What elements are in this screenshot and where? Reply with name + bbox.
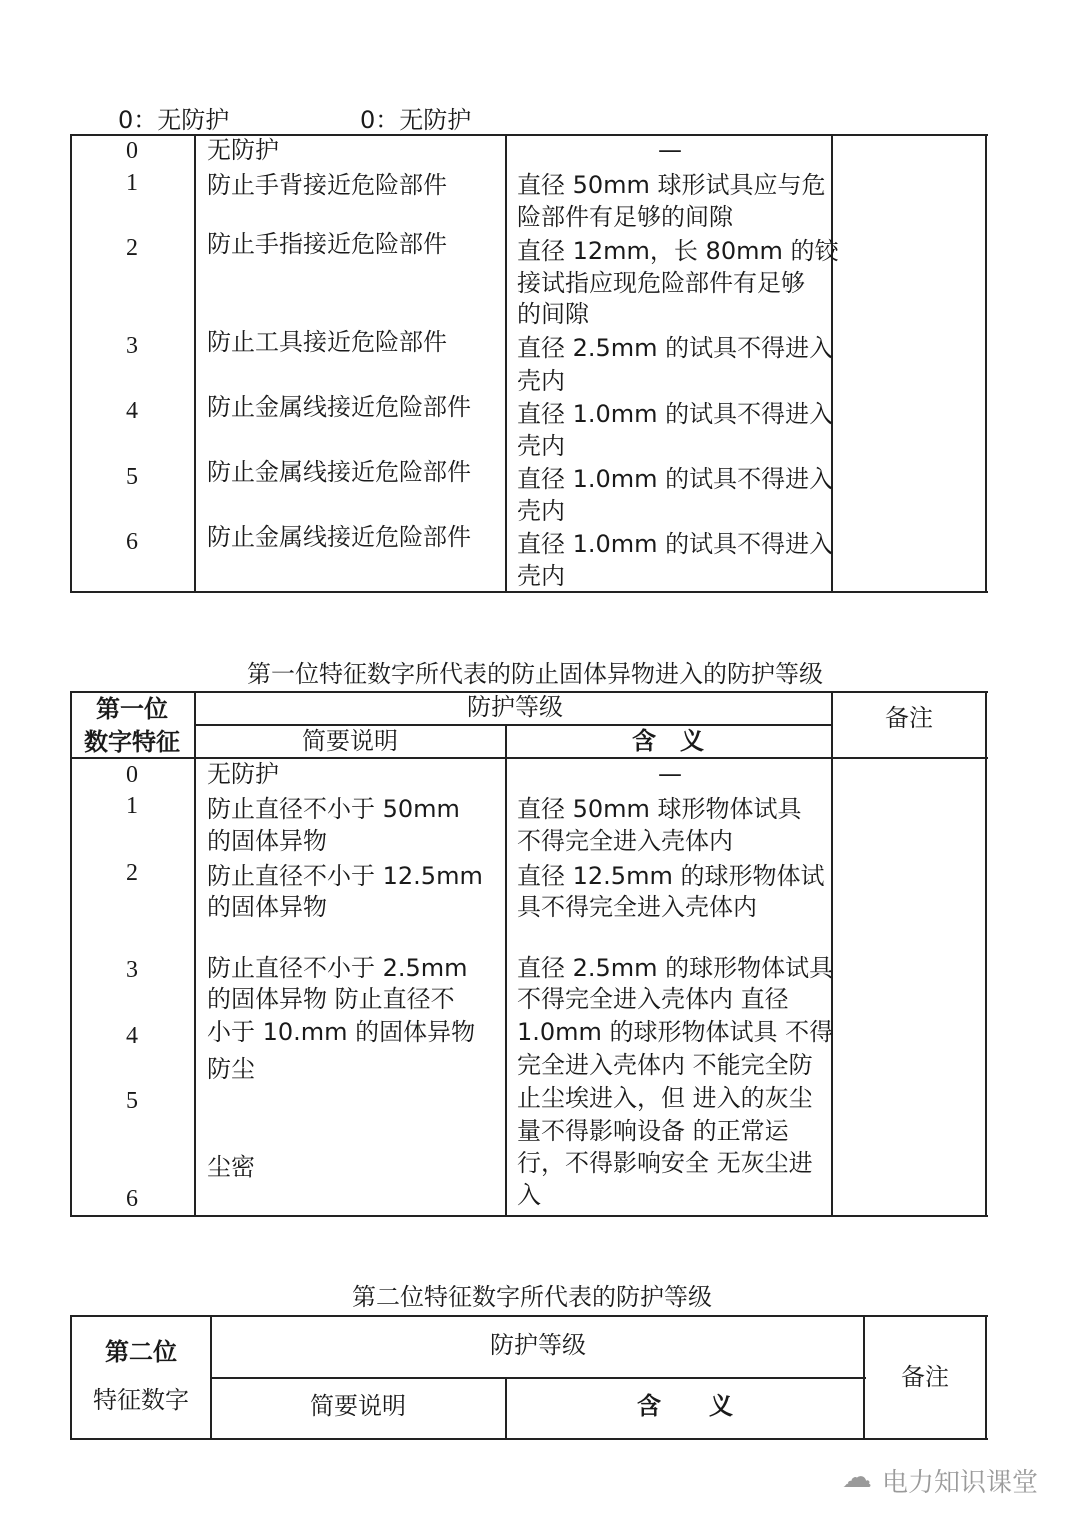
meaning-line: 直径 12mm，长 80mm 的铰 — [517, 237, 839, 265]
meaning-line: 壳内 — [517, 562, 565, 590]
meaning-line: 险部件有足够的间隙 — [517, 203, 733, 231]
meaning-line: 直径 50mm 球形物体试具 — [517, 795, 802, 823]
column-header: 简要说明 — [310, 1392, 406, 1420]
meaning-line: 直径 1.0mm 的试具不得进入 — [517, 400, 834, 428]
level-number: 2 — [126, 860, 138, 886]
column-header: 含 义 — [632, 727, 704, 755]
meaning-line: 具不得完全进入壳体内 — [517, 893, 757, 921]
brief-description: 防止金属线接近危险部件 — [207, 458, 471, 486]
brief-description: 防止直径不小于 50mm — [207, 795, 460, 823]
level-number: 0 — [126, 762, 138, 788]
level-number: 5 — [126, 464, 138, 490]
table-rule — [70, 1215, 988, 1217]
column-header: 备注 — [885, 704, 933, 732]
meaning-line: 直径 2.5mm 的球形物体试具 — [517, 954, 834, 982]
table-rule — [70, 591, 988, 593]
table-rule — [194, 134, 196, 593]
meaning-line: 直径 50mm 球形试具应与危 — [517, 171, 826, 199]
table-rule — [70, 1315, 72, 1440]
table-rule — [70, 757, 988, 759]
meaning-line: 不得完全进入壳体内 直径 — [517, 985, 789, 1013]
meaning-line: 壳内 — [517, 432, 565, 460]
table-rule — [831, 134, 833, 593]
table-rule — [210, 1315, 212, 1440]
column-header: 含 义 — [637, 1392, 733, 1420]
level-number: 6 — [126, 1186, 138, 1212]
meaning-line: 直径 1.0mm 的试具不得进入 — [517, 530, 834, 558]
table-rule — [70, 1315, 988, 1317]
meaning-line: 壳内 — [517, 497, 565, 525]
brief-description: 防止金属线接近危险部件 — [207, 523, 471, 551]
column-header: 特征数字 — [93, 1386, 189, 1414]
watermark-text: 电力知识课堂 — [882, 1468, 1039, 1498]
table-rule — [70, 134, 72, 593]
level-number: 3 — [126, 957, 138, 983]
meaning-line: 直径 12.5mm 的球形物体试 — [517, 862, 825, 890]
brief-description: 防止直径不小于 2.5mm — [207, 954, 468, 982]
meaning-line: 完全进入壳体内 不能完全防 — [517, 1051, 813, 1079]
level-number: 2 — [126, 235, 138, 261]
top-label: 0：无防护 — [360, 106, 472, 134]
table-rule — [985, 134, 987, 593]
brief-description: 的固体异物 防止直径不 — [207, 985, 455, 1013]
meaning-line: 直径 1.0mm 的试具不得进入 — [517, 465, 834, 493]
brief-description: 防止直径不小于 12.5mm — [207, 862, 483, 890]
brief-description: 的固体异物 — [207, 827, 327, 855]
brief-description: 防尘 — [207, 1055, 255, 1083]
level-number: 0 — [126, 138, 138, 164]
meaning-line: — — [658, 136, 682, 164]
meaning-line: 壳内 — [517, 367, 565, 395]
brief-description: 无防护 — [207, 136, 279, 164]
table-rule — [985, 691, 987, 1217]
level-number: 3 — [126, 333, 138, 359]
column-header: 简要说明 — [302, 727, 398, 755]
brief-description: 尘密 — [207, 1153, 255, 1181]
table-title: 第一位特征数字所代表的防止固体异物进入的防护等级 — [247, 660, 823, 688]
brief-description: 无防护 — [207, 760, 279, 788]
level-number: 1 — [126, 170, 138, 196]
meaning-line: 止尘埃进入，但 进入的灰尘 — [517, 1084, 813, 1112]
column-header: 备注 — [901, 1363, 949, 1391]
brief-description: 防止手指接近危险部件 — [207, 230, 447, 258]
table-rule — [505, 134, 507, 593]
table-rule — [70, 1438, 988, 1440]
level-number: 5 — [126, 1088, 138, 1114]
level-number: 1 — [126, 793, 138, 819]
level-number: 4 — [126, 398, 138, 424]
table-title: 第二位特征数字所代表的防护等级 — [352, 1283, 712, 1311]
column-header: 第一位 — [96, 695, 168, 723]
table-rule — [505, 724, 507, 1217]
brief-description: 防止金属线接近危险部件 — [207, 393, 471, 421]
meaning-line: 不得完全进入壳体内 — [517, 827, 733, 855]
meaning-line: 1.0mm 的球形物体试具 不得 — [517, 1018, 834, 1046]
meaning-line: — — [658, 760, 682, 788]
column-header: 防护等级 — [467, 693, 563, 721]
column-header: 防护等级 — [490, 1331, 586, 1359]
level-number: 6 — [126, 529, 138, 555]
meaning-line: 入 — [517, 1181, 541, 1209]
wechat-icon: ☁ — [842, 1460, 872, 1495]
brief-description: 防止手背接近危险部件 — [207, 171, 447, 199]
brief-description: 防止工具接近危险部件 — [207, 328, 447, 356]
meaning-line: 量不得影响设备 的正常运 — [517, 1117, 789, 1145]
meaning-line: 直径 2.5mm 的试具不得进入 — [517, 334, 834, 362]
column-header: 第二位 — [105, 1338, 177, 1366]
brief-description: 小于 10.mm 的固体异物 — [207, 1018, 476, 1046]
meaning-line: 接试指应现危险部件有足够 — [517, 269, 805, 297]
column-header: 数字特征 — [84, 728, 180, 756]
brief-description: 的固体异物 — [207, 893, 327, 921]
meaning-line: 行，不得影响安全 无灰尘进 — [517, 1149, 813, 1177]
top-label: 0：无防护 — [118, 106, 230, 134]
meaning-line: 的间隙 — [517, 300, 589, 328]
level-number: 4 — [126, 1023, 138, 1049]
